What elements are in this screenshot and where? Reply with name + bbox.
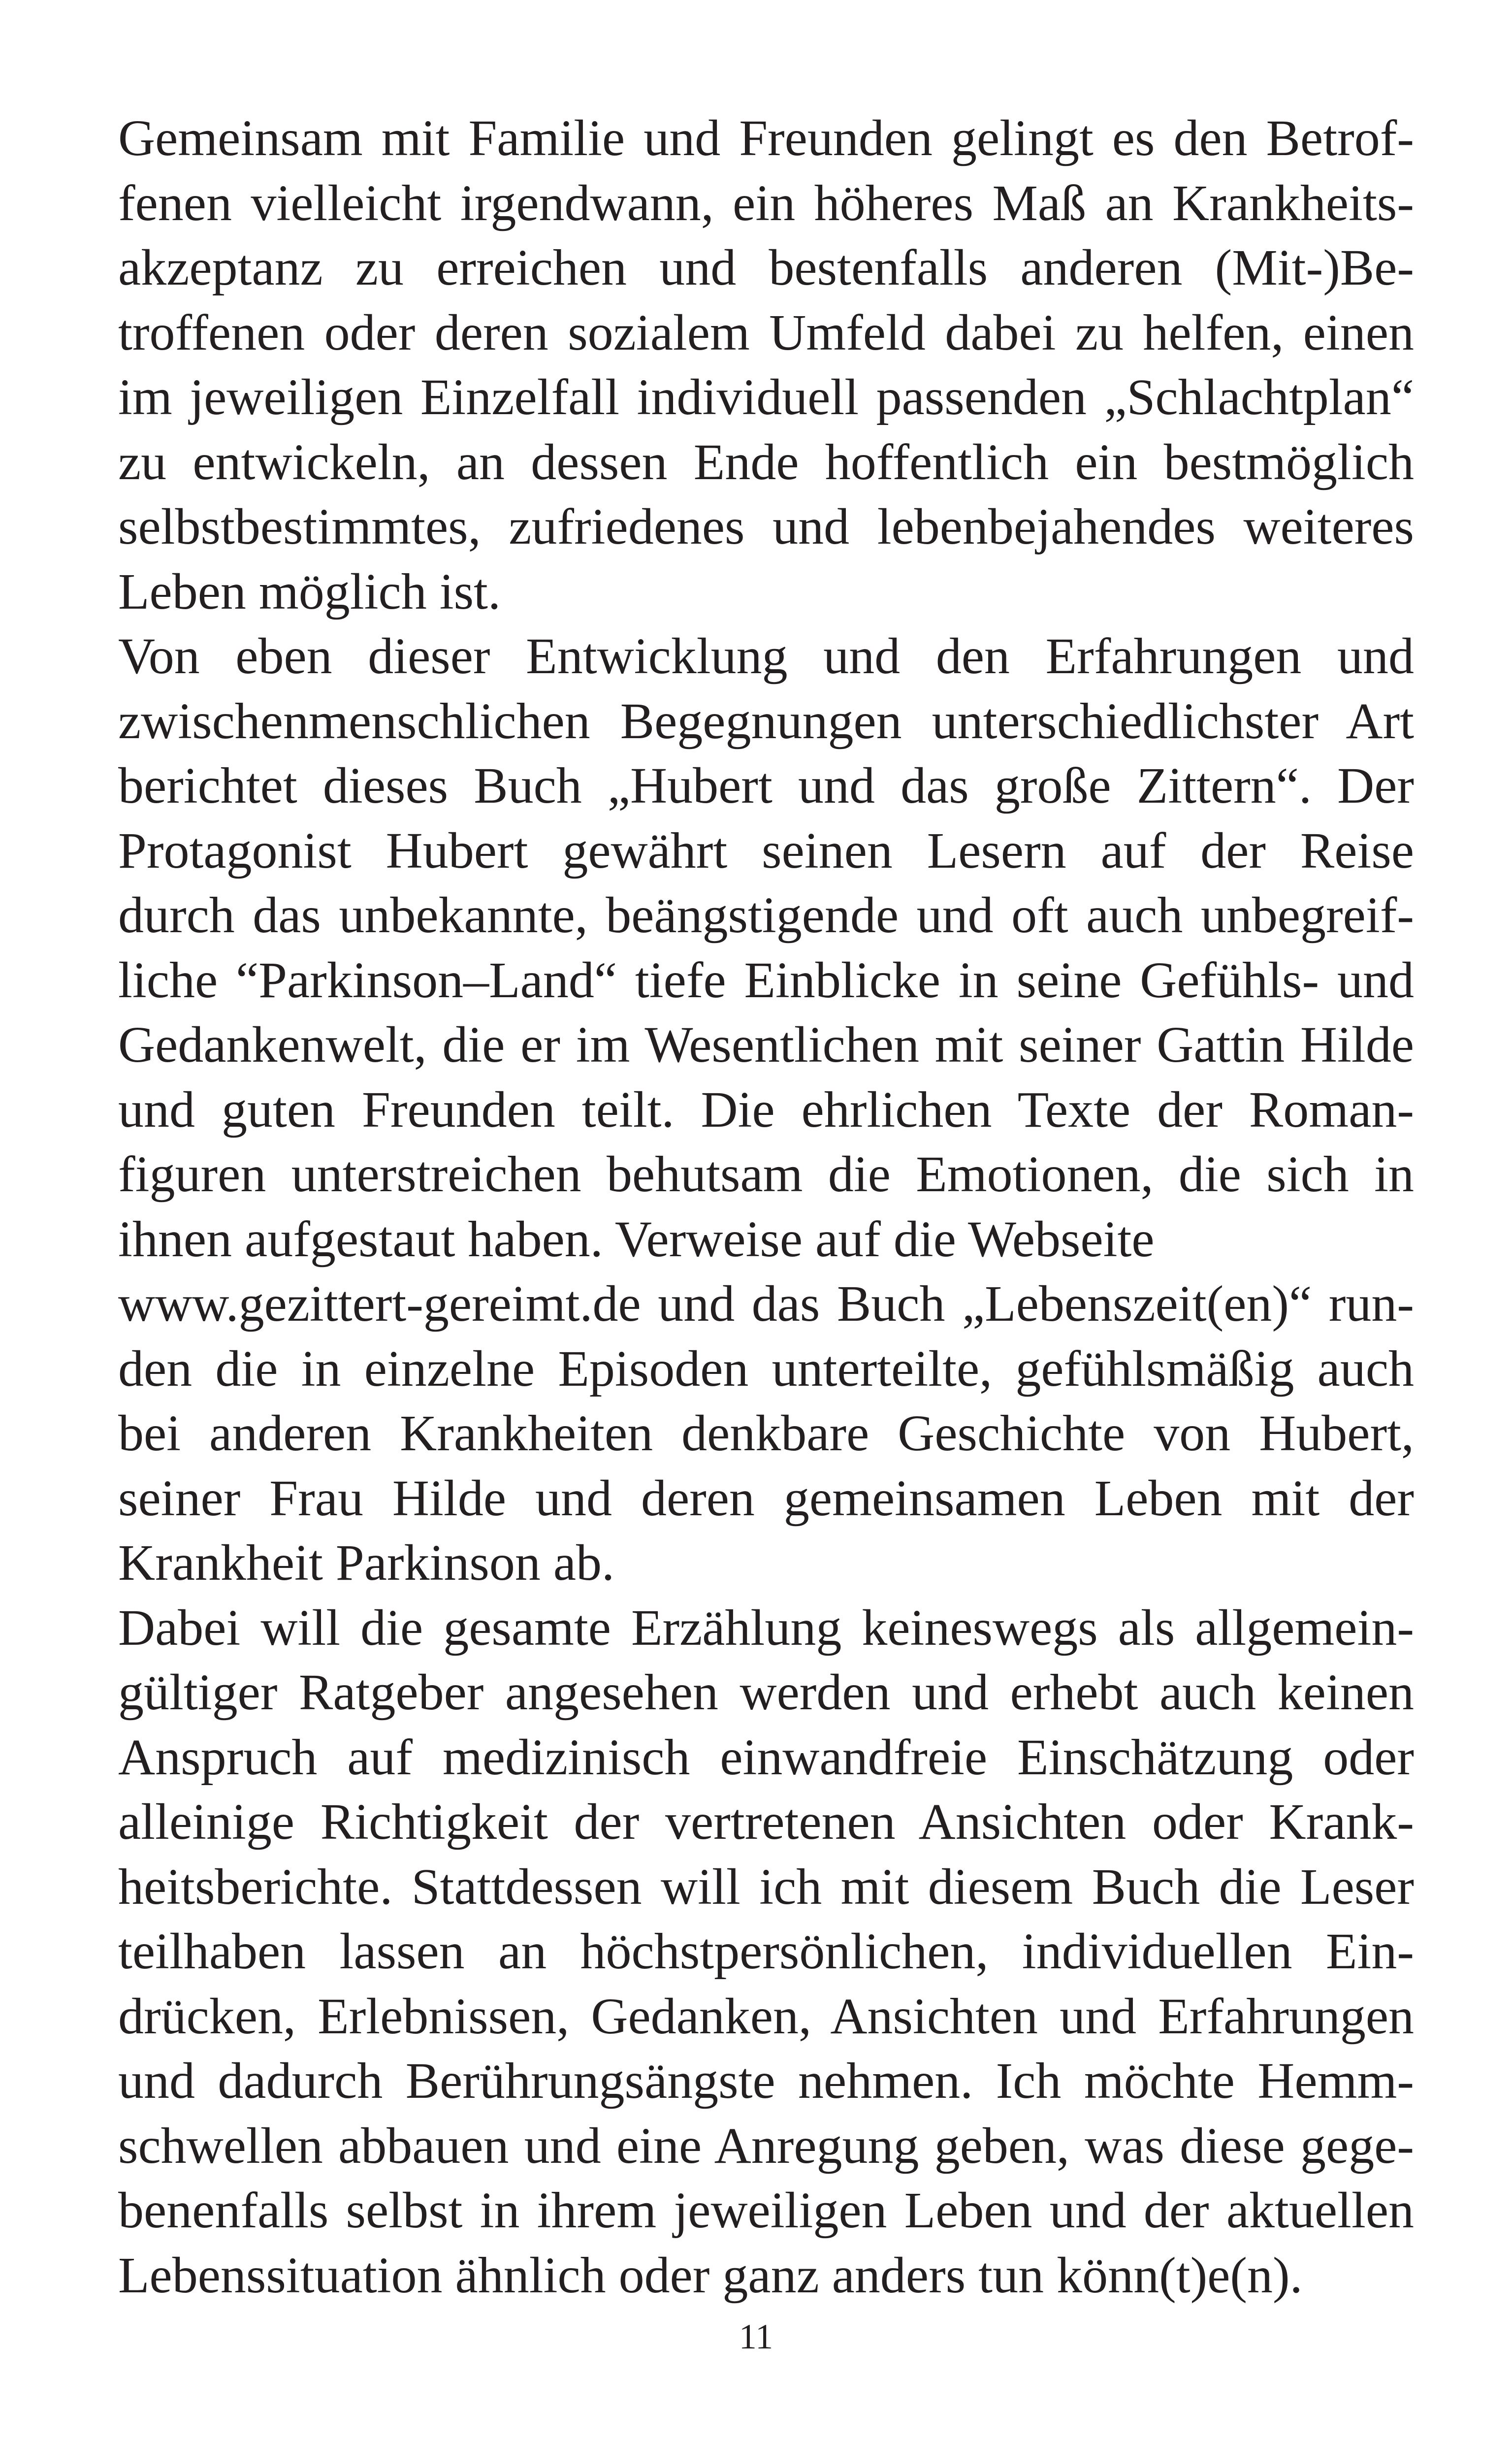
text-line: teilhaben lassen an höchstpersönlichen, individuellen Ein-: [118, 1923, 1414, 1980]
text-line: drücken, Erlebnissen, Gedanken, Ansichten und Erfahrungen: [118, 1987, 1414, 2045]
text-line: durch das unbekannte, beängstigende und oft auch unbegreif-: [118, 887, 1414, 944]
text-line: figuren unterstreichen behutsam die Emotionen, die sich in: [118, 1146, 1414, 1203]
text-line: Protagonist Hubert gewährt seinen Lesern auf der Reise: [118, 822, 1414, 879]
text-line: alleinige Richtigkeit der vertretenen Ansichten oder Krank-: [118, 1793, 1414, 1850]
text-line: selbstbestimmtes, zufriedenes und lebenbejahendes weiteres: [118, 498, 1414, 555]
text-line: troffenen oder deren sozialem Umfeld dabei zu helfen, einen: [118, 304, 1414, 361]
text-line: bei anderen Krankheiten denkbare Geschichte von Hubert,: [118, 1405, 1414, 1462]
text-line: akzeptanz zu erreichen und bestenfalls anderen (Mit-)Be-: [118, 239, 1414, 296]
text-line: fenen vielleicht irgendwann, ein höheres Maß an Krankheits-: [118, 174, 1414, 231]
text-line: Leben möglich ist.: [118, 563, 501, 620]
text-line: Lebenssituation ähnlich oder ganz anders tun könn(t)e(n).: [118, 2247, 1303, 2304]
text-line: ihnen aufgestaut haben. Verweise auf die Webseite: [118, 1210, 1155, 1268]
text-line: berichtet dieses Buch „Hubert und das große Zittern“. Der: [118, 757, 1414, 814]
text-line: heitsberichte. Stattdessen will ich mit diesem Buch die Leser: [118, 1858, 1414, 1915]
text-line: www.gezittert-gereimt.de und das Buch „Lebenszeit(en)“ run-: [118, 1275, 1414, 1332]
body-text: [118, 106, 1414, 2308]
page-number: 11: [739, 2317, 773, 2356]
text-line: Gemeinsam mit Familie und Freunden gelingt es den Betrof-: [118, 110, 1414, 166]
text-line: seiner Frau Hilde und deren gemeinsamen Leben mit der: [118, 1469, 1414, 1527]
text-line: schwellen abbauen und eine Anregung geben, was diese gege-: [118, 2117, 1414, 2174]
text-line: und dadurch Berührungsängste nehmen. Ich möchte Hemm-: [118, 2052, 1414, 2109]
text-line: liche “Parkinson–Land“ tiefe Einblicke in seine Gefühls- und: [118, 951, 1414, 1009]
text-line: Dabei will die gesamte Erzählung keineswegs als allgemein-: [118, 1599, 1414, 1656]
text-line: Von eben dieser Entwicklung und den Erfahrungen und: [118, 628, 1414, 684]
text-line: gültiger Ratgeber angesehen werden und erhebt auch keinen: [118, 1664, 1414, 1721]
text-line: Gedankenwelt, die er im Wesentlichen mit seiner Gattin Hilde: [118, 1016, 1414, 1073]
text-line: Anspruch auf medizinisch einwandfreie Einschätzung oder: [118, 1728, 1414, 1786]
text-line: den die in einzelne Episoden unterteilte, gefühlsmäßig auch: [118, 1340, 1414, 1397]
text-line: zu entwickeln, an dessen Ende hoffentlich ein bestmöglich: [118, 433, 1414, 490]
text-line: Krankheit Parkinson ab.: [118, 1534, 615, 1591]
text-line: und guten Freunden teilt. Die ehrlichen Texte der Roman-: [118, 1081, 1414, 1138]
text-line: im jeweiligen Einzelfall individuell passenden „Schlachtplan“: [118, 369, 1414, 425]
text-line: zwischenmenschlichen Begegnungen unterschiedlichster Art: [118, 692, 1414, 749]
text-line: benenfalls selbst in ihrem jeweiligen Leben und der aktuellen: [118, 2182, 1414, 2239]
